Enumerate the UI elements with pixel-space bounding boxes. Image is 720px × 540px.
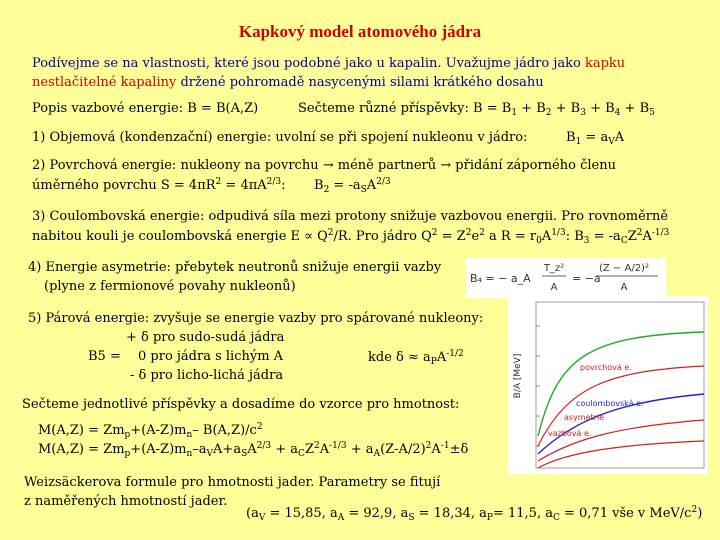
t3-a: nabitou kouli je coulombovská energie E ∝ Q — [32, 229, 328, 244]
term5-line-1: 5) Párová energie: zvyšuje se energie vazby pro spárované nukleony: — [28, 311, 484, 326]
e2-b: +(A-Z)m — [130, 442, 187, 457]
e2-sup4: 2 — [425, 441, 432, 451]
e2-sub1: p — [124, 449, 131, 459]
t3-sub1: 0 — [536, 236, 542, 246]
e2-i: + a — [346, 442, 374, 457]
t3-h: = -a — [589, 229, 621, 244]
term2-formula — [314, 177, 391, 195]
e1-sub1: p — [124, 430, 131, 440]
e2-sup3: -1/3 — [329, 441, 347, 451]
t2f-b: = -a — [329, 178, 361, 193]
term1-formula — [566, 130, 624, 147]
formula-eq-sign: = −a — [572, 272, 601, 285]
formula-frac2-den: A — [620, 282, 628, 293]
term4-line-1: 4) Energie asymetrie: přebytek neutronů snižuje energii vazby — [28, 260, 442, 275]
t2f-sup: 2/3 — [376, 177, 391, 187]
e2-sub5: C — [298, 449, 305, 459]
asymmetry-formula-image — [466, 258, 666, 298]
t2f-a: B — [314, 178, 324, 193]
e2-d: A+a — [213, 442, 242, 457]
sum-plus-1: + B — [517, 101, 546, 116]
e2-sub3: V — [206, 449, 214, 459]
term5-case-3: - δ pro licho-lichá jádra — [130, 368, 284, 383]
chart-svg — [508, 296, 708, 474]
e1-c: – B(A,Z)/c — [192, 423, 257, 438]
t2f-sub2: S — [360, 185, 367, 195]
wp-g: ) — [697, 506, 703, 521]
intro-text: Podívejme se na vlastnosti, které jsou podobné jako u kapalin. Uvažujme jádro jako — [32, 56, 585, 71]
e2-sup5: -1 — [440, 441, 450, 451]
t2-b: = 4πA — [221, 178, 267, 193]
e1-a: M(A,Z) = Zm — [38, 423, 125, 438]
sum-plus-4: + B — [620, 101, 650, 116]
t3-e: a R = r — [484, 229, 537, 244]
chart-ylabel: B/A [MeV] — [513, 353, 523, 399]
t3-d: e — [471, 229, 480, 244]
binding-sum — [298, 101, 655, 118]
t2f-sub1: 2 — [323, 185, 330, 195]
t1-c: A — [614, 130, 625, 145]
intro-line-2 — [32, 75, 544, 90]
e2-e: A — [247, 442, 257, 457]
wp-sub1: V — [258, 513, 266, 523]
t5-where-sup: -1/2 — [446, 349, 464, 359]
sum-plus-3: + B — [585, 101, 615, 116]
e2-sub4: S — [241, 449, 248, 459]
intro-highlight-2: nestlačitelné kapaliny — [32, 75, 177, 90]
chart-frame — [536, 302, 704, 468]
term5-lhs: B5 = — [88, 349, 121, 364]
e1-b: +(A-Z)m — [130, 423, 187, 438]
t2-c: : — [281, 178, 286, 193]
t3-c: = Z — [437, 229, 466, 244]
sum-label: Sečteme různé příspěvky: B = B — [298, 101, 512, 116]
term5-where — [368, 349, 464, 367]
term4-line-2: (plyne z fermionové povahy nukleonů) — [44, 279, 296, 294]
sum-sub-1: 1 — [511, 108, 518, 118]
e2-l: ±δ — [449, 442, 469, 457]
t3-sup5: 1/3 — [551, 228, 566, 238]
intro-text-2: držené pohromadě nasycenými silami krátkého dosahu — [176, 75, 544, 90]
t3-sup4: 2 — [479, 228, 485, 238]
asymmetry-formula-svg — [466, 258, 666, 298]
e2-h: A — [319, 442, 330, 457]
t2f-c: A — [366, 178, 377, 193]
sum-sub-3: 3 — [580, 108, 586, 118]
t3-sup2: 2 — [431, 228, 438, 238]
e2-g: Z — [304, 442, 314, 457]
mass-eq-1 — [38, 422, 263, 440]
t3-sup6: 2 — [636, 228, 643, 238]
e2-sup2: 2 — [313, 441, 320, 451]
t2-sup1: 2 — [215, 177, 222, 187]
wp-sub5: C — [552, 513, 560, 523]
t3-sup7: -1/3 — [651, 228, 670, 238]
t1-sub2: V — [608, 137, 615, 147]
sum-plus-2: + B — [551, 101, 581, 116]
weizsacker-params — [246, 505, 702, 523]
term2-line-1: 2) Povrchová energie: nukleony na povrchu → méně partnerů → přidání záporného členu — [32, 158, 616, 173]
e2-sup1: 2/3 — [256, 441, 272, 451]
annotation-coulomb: coulombovská e. — [576, 399, 644, 408]
wp-e: = 11,5, a — [492, 506, 553, 521]
t2-sup2: 2/3 — [266, 177, 282, 187]
sum-sub-5: 5 — [649, 108, 655, 118]
annotation-binding: vazbová e. — [548, 429, 592, 438]
weizsacker-line-2: z naměřených hmotností jader. — [24, 494, 228, 509]
weizsacker-line-1: Weizsäckerova formule pro hmotnosti jader. Parametry se fitují — [24, 475, 441, 490]
intro-line-1 — [32, 56, 625, 71]
annotation-asymmetry: asymetrie — [564, 413, 605, 422]
e2-f: + a — [271, 442, 299, 457]
t3-f: A — [541, 229, 552, 244]
t5-where-a: kde δ ≈ a — [368, 350, 431, 365]
e2-sub2: n — [186, 449, 193, 459]
page-title: Kapkový model atomového jádra — [238, 22, 482, 41]
formula-frac2-num: (Z − A/2)² — [599, 263, 649, 274]
wp-sub4: P — [486, 513, 493, 523]
t3-sup3: 2 — [465, 228, 472, 238]
t3-j: A — [642, 229, 652, 244]
formula-frac1-num: T_z² — [543, 263, 565, 274]
wp-b: = 15,85, a — [265, 506, 338, 521]
e2-k: A — [431, 442, 441, 457]
e2-a: M(A,Z) = Zm — [38, 442, 125, 457]
binding-label: Popis vazbové energie: B = B(A,Z) — [32, 101, 259, 116]
t3-i: Z — [627, 229, 637, 244]
e2-sub6: A — [373, 449, 381, 459]
term2-line-2 — [32, 177, 286, 193]
sum-text: Sečteme jednotlivé příspěvky a dosadíme do vzorce pro hmotnost: — [22, 397, 460, 412]
sum-sub-4: 4 — [614, 108, 621, 118]
mass-eq-2 — [38, 441, 468, 459]
t3-sup1: 2 — [327, 228, 334, 238]
t1-sub1: 1 — [575, 137, 582, 147]
wp-sup: 2 — [691, 505, 698, 515]
wp-f: = 0,71 vše v MeV/c — [559, 506, 692, 521]
sum-sub-2: 2 — [545, 108, 552, 118]
t2-a: úměrného povrchu S = 4πR — [32, 178, 216, 193]
wp-sub2: A — [337, 513, 345, 523]
t3-b: /R. Pro jádro Q — [333, 229, 432, 244]
term1-text: 1) Objemová (kondenzační) energie: uvolní se při spojení nukleonu v jádro: — [32, 130, 528, 145]
wp-d: = 18,34, a — [414, 506, 487, 521]
intro-highlight: kapku — [584, 56, 626, 71]
term5-case-1: + δ pro sudo-sudá jádra — [126, 330, 285, 345]
term3-line-2 — [32, 228, 669, 246]
wp-c: = 92,9, a — [344, 506, 409, 521]
e2-j: (Z-A/2) — [380, 442, 426, 457]
t3-sub2: 3 — [583, 236, 590, 246]
formula-lhs: B₄ = − a_A — [470, 272, 531, 285]
e1-sup1: 2 — [256, 422, 263, 432]
t3-sub3: C — [620, 236, 628, 246]
formula-frac1-den: A — [550, 282, 558, 293]
t1-b: = a — [581, 130, 609, 145]
term5-case-2: 0 pro jádra s lichým A — [138, 349, 284, 364]
t1-a: B — [566, 130, 576, 145]
binding-energy-chart — [508, 296, 708, 474]
t3-g: : B — [565, 229, 584, 244]
e1-sub2: n — [186, 430, 193, 440]
annotation-surface: povrchová e. — [580, 363, 632, 372]
term3-line-1: 3) Coulombovská energie: odpudivá síla mezi protony snižuje vazbovou energii. Pro rovnoměrně — [32, 209, 669, 224]
wp-a: (a — [246, 506, 259, 521]
t5-where-sub: P — [430, 357, 437, 367]
e2-c: –a — [192, 442, 207, 457]
t5-where-b: A — [436, 350, 447, 365]
wp-sub3: S — [408, 513, 415, 523]
